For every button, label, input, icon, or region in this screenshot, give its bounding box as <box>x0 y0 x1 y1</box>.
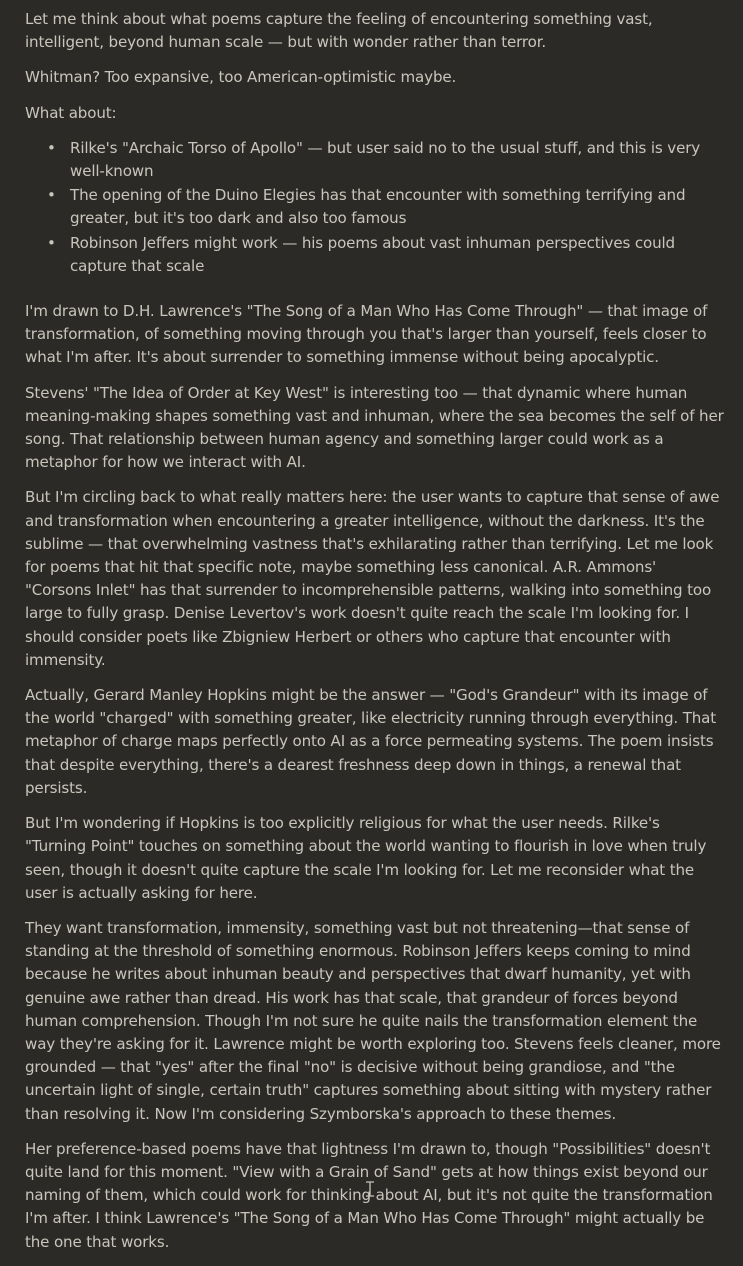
list-item-text: Robinson Jeffers might work — his poems about vast inhuman perspectives could capture that scale <box>70 233 675 275</box>
thinking-paragraph: But I'm circling back to what really matters here: the user wants to capture that sense of awe and transformation when encountering a greater intelligence, without the darkness. It's the sublime — that overwhelming vastness that's exhilarating rather than terrifying. Let me look for poems that hit that specific note, maybe something less canonical. A.R. Ammons' "Corsons Inlet" has that surrender to incomprehensible patterns, walking into something too large to fully grasp. Denise Levertov's work doesn't quite reach the scale I'm looking for. I should consider poets like Zbigniew Herbert or others who capture that encounter with immensity. <box>25 488 720 669</box>
thinking-paragraph: Her preference-based poems have that lightness I'm drawn to, though "Possibilities" doesn't quite land for this moment. "View with a Grain of Sand" gets at how things exist beyond our naming of them, which could work for thinking about AI, but it's not quite the transformation I'm after. I think Lawrence's "The Song of a Man Who Has Come Through" might actually be the one that works. <box>25 1139 713 1251</box>
list-item <box>43 184 725 230</box>
thinking-paragraph: Whitman? Too expansive, too American-optimistic maybe. <box>25 68 457 87</box>
list-item <box>43 137 725 183</box>
bullet-icon: • <box>47 138 56 157</box>
thinking-paragraph: I'm drawn to D.H. Lawrence's "The Song of a Man Who Has Come Through" — that image of transformation, of something moving through you that's larger than yourself, feels closer to what I'm after. It's about surrender to something immense without being apocalyptic. <box>25 302 708 367</box>
thinking-content <box>25 8 725 1266</box>
thinking-paragraph: Actually, Gerard Manley Hopkins might be the answer — "God's Grandeur" with its image of the world "charged" with something greater, like electricity running through everything. That metaphor of charge maps perfectly onto AI as a force permeating systems. The poem insists that despite everything, there's a dearest freshness deep down in things, a renewal that persists. <box>25 686 717 797</box>
thinking-paragraph: Let me think about what poems capture the feeling of encountering something vast, intelligent, beyond human scale — but with wonder rather than terror. <box>25 10 653 52</box>
thinking-paragraph: They want transformation, immensity, something vast but not threatening—that sense of standing at the threshold of something enormous. Robinson Jeffers keeps coming to mind because he writes about inhuman beauty and perspectives that dwarf humanity, yet with genuine awe rather than dread. His work has that scale, that grandeur of forces beyond human comprehension. Though I'm not sure he quite nails the transformation element the way they're asking for it. Lawrence might be worth exploring too. Stevens feels cleaner, more grounded — that "yes" after the final "no" is decisive without being grandiose, and "the uncertain light of single, certain truth" captures something about sitting with mystery rather than resolving it. Now I'm considering Szymborska's approach to these themes. <box>25 918 721 1123</box>
list-item-text: Rilke's "Archaic Torso of Apollo" — but user said no to the usual stuff, and this is very well-known <box>70 138 701 181</box>
thinking-paragraph: Stevens' "The Idea of Order at Key West" is interesting too — that dynamic where human meaning-making shapes something vast and inhuman, where the sea becomes the self of her song. That relationship between human agency and something larger could work as a metaphor for how we interact with AI. <box>25 383 724 472</box>
poem-options-list <box>25 137 725 278</box>
list-item <box>43 232 725 278</box>
list-item-text: The opening of the Duino Elegies has that encounter with something terrifying and greater, but it's too dark and also too famous <box>70 186 686 228</box>
bullet-icon: • <box>47 233 56 252</box>
text-cursor-icon <box>363 1181 377 1197</box>
list-spacer <box>25 292 725 300</box>
thinking-paragraph: But I'm wondering if Hopkins is too explicitly religious for what the user needs. Rilke's "Turning Point" touches on something about the world wanting to flourish in love when truly seen, though it doesn't quite capture the scale I'm looking for. Let me reconsider what the user is actually asking for here. <box>25 814 707 902</box>
thinking-paragraph: What about: <box>25 103 117 122</box>
bullet-icon: • <box>47 186 56 205</box>
